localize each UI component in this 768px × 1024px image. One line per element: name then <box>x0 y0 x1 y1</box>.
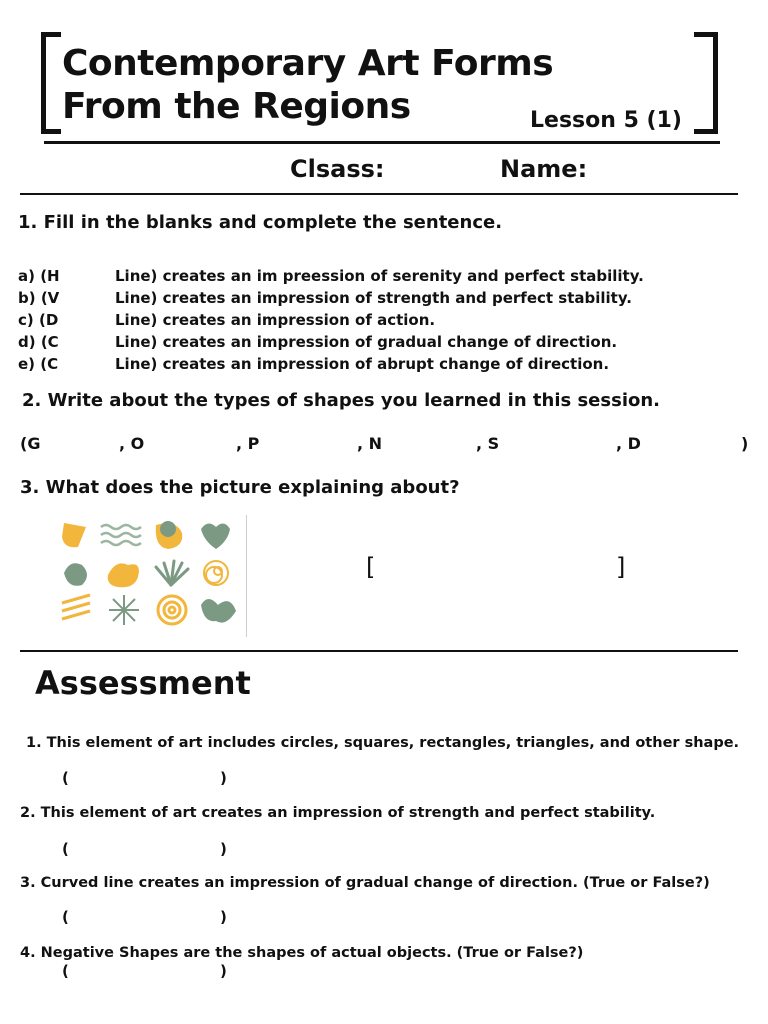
q1-item-letter: a) (H <box>18 267 60 285</box>
yellow-blob-shape <box>62 523 86 547</box>
q1-item-text: Line) creates an impression of gradual change of direction. <box>115 333 618 351</box>
title-line-2: From the Regions <box>62 86 411 127</box>
shapes-picture <box>56 515 247 637</box>
q3-heading: 3. What does the picture explaining about? <box>20 477 460 498</box>
shape-blank-g: (G <box>20 434 41 453</box>
answer-close-1: ) <box>220 769 227 787</box>
answer-close-2: ) <box>220 840 227 858</box>
shape-blank-p: , P <box>236 434 260 453</box>
q1-item-text: Line) creates an impression of action. <box>115 311 436 329</box>
green-burst-shape <box>109 595 139 625</box>
shape-blank-s: , S <box>476 434 500 453</box>
green-blob-shape <box>64 563 87 586</box>
green-sprout-shape <box>156 561 188 585</box>
page-title <box>62 42 553 128</box>
info-rule <box>20 193 738 195</box>
q3-open-bracket: [ <box>366 553 376 581</box>
q1-item-text: Line) creates an impression of abrupt change of direction. <box>115 355 610 373</box>
yellow-lines-shape <box>62 595 90 619</box>
assessment-q1: 1. This element of art includes circles, squares, rectangles, triangles, and other shape. <box>26 735 740 751</box>
yellow-flower-shape <box>108 563 139 587</box>
shape-blank-close: ) <box>741 434 749 453</box>
title-bracket-left <box>41 32 61 134</box>
lesson-label: Lesson 5 (1) <box>530 108 682 133</box>
q2-heading: 2. Write about the types of shapes you learned in this session. <box>22 390 661 411</box>
shape-blank-n: , N <box>357 434 383 453</box>
assessment-q4: 4. Negative Shapes are the shapes of actual objects. (True or False?) <box>20 945 584 961</box>
abstract-shapes-illustration <box>56 515 246 637</box>
name-label: Name: <box>500 155 588 183</box>
shape-blank-o: , O <box>119 434 145 453</box>
class-label: Clsass: <box>290 155 385 183</box>
green-heart-shape <box>201 523 230 549</box>
assessment-q2: 2. This element of art creates an impression of strength and perfect stability. <box>20 805 656 821</box>
q1-item-letter: c) (D <box>18 311 59 329</box>
q3-close-bracket: ] <box>616 553 626 581</box>
assessment-title: Assessment <box>35 664 251 702</box>
q1-item-text: Line) creates an impression of strength and perfect stability. <box>115 289 632 307</box>
header-rule <box>44 141 720 144</box>
answer-close-4: ) <box>220 962 227 980</box>
green-circle-shape <box>160 521 176 537</box>
q1-item-letter: b) (V <box>18 289 60 307</box>
answer-open-3: ( <box>62 908 69 926</box>
q1-heading: 1. Fill in the blanks and complete the sentence. <box>18 212 503 233</box>
yellow-scribble-shape <box>204 561 228 585</box>
answer-open-2: ( <box>62 840 69 858</box>
title-bracket-right <box>694 32 718 134</box>
wave-lines-shape <box>101 525 141 545</box>
q1-item-letter: d) (C <box>18 333 59 351</box>
answer-open-4: ( <box>62 962 69 980</box>
q1-item-text: Line) creates an im preession of serenity and perfect stability. <box>115 267 644 285</box>
shape-blank-d: , D <box>616 434 641 453</box>
yellow-spiral-shape <box>158 596 186 624</box>
title-line-1: Contemporary Art Forms <box>62 43 554 84</box>
assessment-q3: 3. Curved line creates an impression of gradual change of direction. (True or False?) <box>20 875 710 891</box>
assessment-rule <box>20 650 738 652</box>
answer-open-1: ( <box>62 769 69 787</box>
green-leaves-shape <box>201 599 236 623</box>
q1-item-letter: e) (C <box>18 355 59 373</box>
answer-close-3: ) <box>220 908 227 926</box>
